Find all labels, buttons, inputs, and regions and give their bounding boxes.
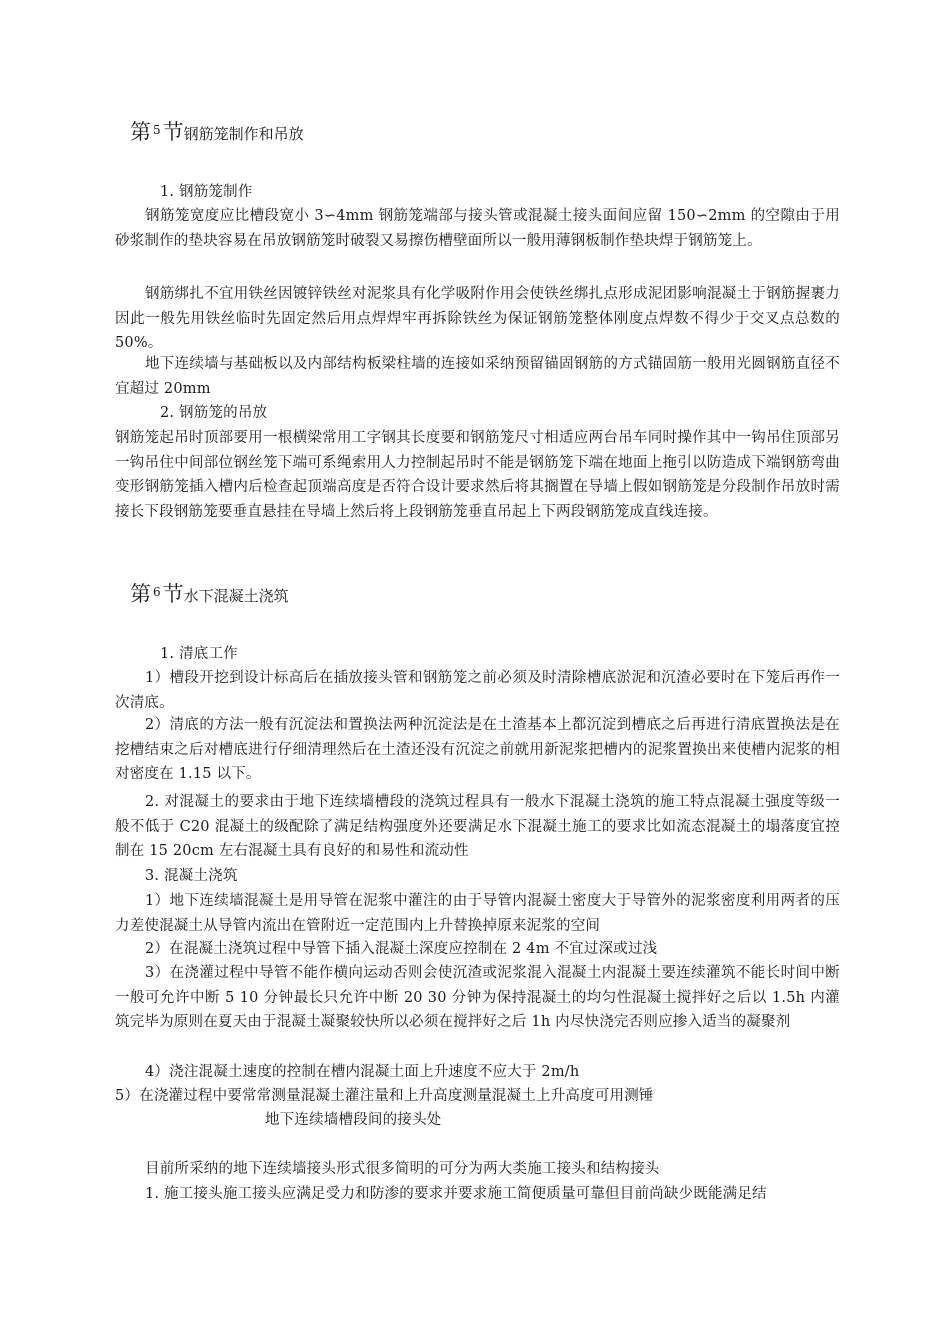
- paragraph: 5）在浇灌过程中要常常测量混凝土灌注量和上升高度测量混凝土上升高度可用测锤: [115, 1088, 654, 1104]
- item-heading: 1. 清底工作: [160, 646, 238, 662]
- paragraph: 2）在混凝土浇筑过程中导管下插入混凝土深度应控制在 2 4m 不宜过深或过浅: [145, 941, 658, 957]
- paragraph: 钢筋笼起吊时顶部要用一根横梁常用工字钢其长度要和钢筋笼尺寸相适应两台吊车同时操作其中一钩吊住顶部另一钩吊住中间部位钢丝笼下端可系绳索用人力控制起吊时不能是钢筋笼下端在地面上拖引以防造成下端钢筋弯曲变形钢筋笼插入槽内后检查起顶端高度是否符合设计要求然后将其搁置在导墙上假如钢筋笼是分段制作吊放时需接长下段钢筋笼要垂直悬挂在导墙上然后将上段钢筋笼垂直吊起上下两段钢筋笼成直线连接。: [115, 430, 840, 520]
- paragraph: 3）在浇灌过程中导管不能作横向运动否则会使沉渣或泥浆混入混凝土内混凝土要连续灌筑不能长时间中断一般可允许中断 5 10 分钟最长只允许中断 20 30 分钟为保持混凝土的均匀性混凝土搅拌好之后以 1.5h 内灌筑完毕为原则在夏天由于混凝土凝聚较快所以必须在搅拌好之后 1h 内尽快浇完否则应掺入适当的凝聚剂: [115, 965, 840, 1030]
- section-number: 5: [153, 123, 161, 137]
- section-title: 水下混凝土浇筑: [183, 587, 289, 605]
- paragraph: 钢筋笼宽度应比槽段宽小 3∽4mm 钢筋笼端部与接头管或混凝土接头面间应留 150∽2mm 的空隙由于用砂浆制作的垫块容易在吊放钢筋笼时破裂又易擦伤槽壁面所以一般用薄钢板制作垫块焊于钢筋笼上。: [115, 208, 840, 249]
- section-prefix: 第: [130, 582, 151, 606]
- paragraph: 1）槽段开挖到设计标高后在插放接头管和钢筋笼之前必须及时清除槽底淤泥和沉渣必要时在下笼后再作一次清底。: [115, 670, 840, 711]
- section-6-heading: [130, 580, 289, 610]
- paragraph: 地下连续墙与基础板以及内部结构板梁柱墙的连接如采纳预留锚固钢筋的方式锚固筋一般用光圆钢筋直径不宜超过 20mm: [115, 356, 840, 397]
- paragraph: 2. 对混凝土的要求由于地下连续墙槽段的浇筑过程具有一般水下混凝土浇筑的施工特点混凝土强度等级一般不低于 C20 混凝土的级配除了满足结构强度外还要满足水下混凝土施工的要求比如流态混凝土的塌落度宜控制在 15 20cm 左右混凝土具有良好的和易性和流动性: [115, 794, 840, 859]
- paragraph: 钢筋绑扎不宜用铁丝因镀锌铁丝对泥浆具有化学吸附作用会使铁丝绑扎点形成泥团影响混凝土于钢筋握裹力因此一般先用铁丝临时先固定然后用点焊焊牢再拆除铁丝为保证钢筋笼整体刚度点焊数不得少于交叉点总数的 50%。: [115, 286, 840, 351]
- paragraph: 2）清底的方法一般有沉淀法和置换法两种沉淀法是在土渣基本上都沉淀到槽底之后再进行清底置换法是在挖槽结束之后对槽底进行仔细清理然后在土渣还没有沉淀之前就用新泥浆把槽内的泥浆置换出来使槽内泥浆的相对密度在 1.15 以下。: [115, 717, 840, 782]
- item-heading: 2. 钢筋笼的吊放: [160, 405, 268, 421]
- section-title: 钢筋笼制作和吊放: [183, 125, 304, 143]
- section-number: 6: [153, 585, 161, 599]
- section-prefix: 第: [130, 120, 151, 144]
- item-heading: 3. 混凝土浇筑: [145, 868, 238, 884]
- paragraph: 目前所采纳的地下连续墙接头形式很多简明的可分为两大类施工接头和结构接头: [145, 1161, 660, 1177]
- section-5-heading: [130, 118, 304, 148]
- subheading: 地下连续墙槽段间的接头处: [265, 1112, 442, 1128]
- item-heading: 1. 钢筋笼制作: [160, 184, 253, 200]
- paragraph: 4）浇注混凝土速度的控制在槽内混凝土面上升速度不应大于 2m/h: [145, 1064, 580, 1080]
- section-suffix: 节: [162, 582, 184, 606]
- paragraph: 1. 施工接头施工接头应满足受力和防渗的要求并要求施工简便质量可靠但目前尚缺少既能满足结: [145, 1186, 767, 1202]
- paragraph: 1）地下连续墙混凝土是用导管在泥浆中灌注的由于导管内混凝土密度大于导管外的泥浆密度利用两者的压力差使混凝土从导管内流出在管附近一定范围内上升替换掉原来泥浆的空间: [115, 893, 840, 934]
- section-suffix: 节: [162, 120, 184, 144]
